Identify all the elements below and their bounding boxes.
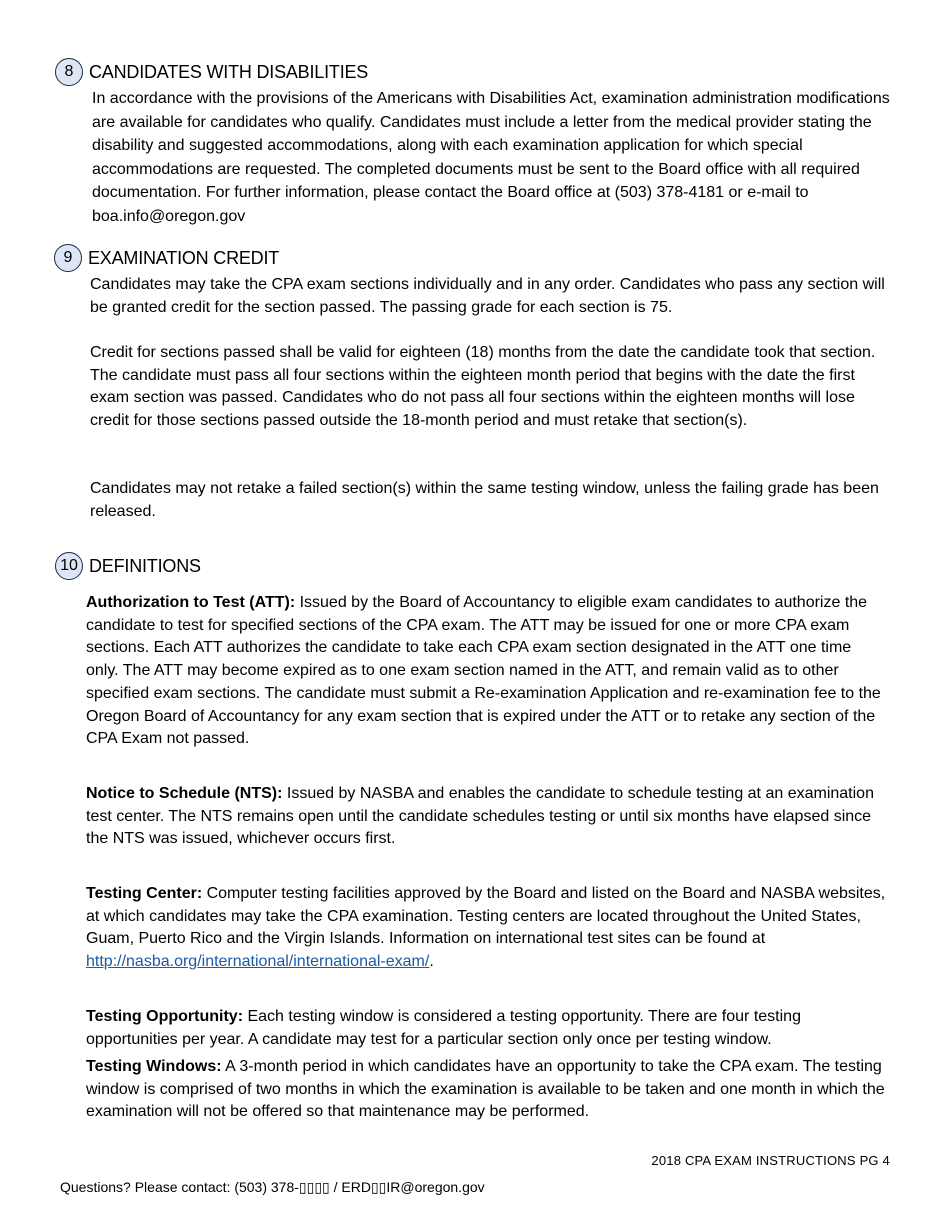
section-number-badge: 9 xyxy=(54,244,82,272)
section-10-header xyxy=(55,552,201,580)
section-8-header xyxy=(55,58,368,86)
definition-term: Authorization to Test (ATT): xyxy=(86,594,296,611)
definition-text: Computer testing facilities approved by the Board and listed on the Board and NASBA websites, at which candidates may take the CPA examination. Testing centers are located throughout the United States, Guam, Puerto Rico and the Virgin Islands. Information on international test sites can be found at xyxy=(86,885,886,948)
contact-footer: Questions? Please contact: (503) 378-▯▯▯▯ / ERD▯▯IR@oregon.gov xyxy=(60,1179,485,1195)
definition-term: Testing Windows: xyxy=(86,1058,222,1075)
section-number-badge: 8 xyxy=(55,58,83,86)
section-9-header xyxy=(54,244,279,272)
definition-term: Notice to Schedule (NTS): xyxy=(86,785,283,802)
definition-text: Issued by NASBA and enables the candidate to schedule testing at an examination test center. The NTS remains open until the candidate schedules testing or until six months have elapsed since the NTS was issued, whichever occurs first. xyxy=(86,785,874,848)
definition-term: Testing Center: xyxy=(86,885,203,902)
definition-text: A 3-month period in which candidates have an opportunity to take the CPA exam. The testing window is comprised of two months in which the examination is available to be taken and one month in which the examination will not be offered so that maintenance may be performed. xyxy=(86,1058,885,1121)
definition-testing-opportunity xyxy=(86,1006,886,1051)
definition-att xyxy=(86,592,886,751)
definition-text: Each testing window is considered a testing opportunity. There are four testing opportunities per year. A candidate may test for a particular section only once per testing window. xyxy=(86,1008,801,1048)
definition-testing-windows xyxy=(86,1056,886,1124)
section-title: EXAMINATION CREDIT xyxy=(88,247,280,268)
definition-text: Issued by the Board of Accountancy to eligible exam candidates to authorize the candidate to test for specified sections of the CPA exam. The ATT may be issued for one or more CPA exam sections. Each ATT authorizes the candidate to take each CPA exam section designated in the ATT one time only. The ATT may become expired as to one exam section named in the ATT, and remain valid as to other specified exam sections. The candidate must submit a Re-examination Application and re-examination fee to the Oregon Board of Accountancy for any exam section that is expired under the ATT or to retake any section of the CPA Exam not passed. xyxy=(86,594,881,748)
section-title: CANDIDATES WITH DISABILITIES xyxy=(89,61,369,82)
credit-paragraph-3 xyxy=(90,478,880,523)
credit-text-2: Credit for sections passed shall be valid for eighteen (18) months from the date the candidate took that section. The candidate must pass all four sections within the eighteen month period that begins with the date the first exam section was passed. Candidates who do not pass all four sections within the eighteen months will lose credit for those sections passed outside the 18-month period and must retake that section(s). xyxy=(90,344,876,430)
disabilities-paragraph xyxy=(92,87,897,228)
definition-text-end: . xyxy=(429,953,434,971)
international-exam-link[interactable]: http://nasba.org/international/international-exam/ xyxy=(86,953,430,971)
definition-term: Testing Opportunity: xyxy=(86,1008,244,1025)
credit-paragraph-2 xyxy=(90,342,890,433)
disabilities-text: In accordance with the provisions of the Americans with Disabilities Act, examination administration modifications are available for candidates who qualify. Candidates must include a letter from the medical provider stating the disability and suggested accommodations, along with each examination application for which special accommodations are requested. The completed documents must be sent to the Board office with all required documentation. For further information, please contact the Board office at (503) 378-4181 or e-mail to boa.info@oregon.gov xyxy=(92,90,890,225)
credit-text-3: Candidates may not retake a failed section(s) within the same testing window, unless the failing grade has been released. xyxy=(90,480,879,520)
credit-paragraph-1 xyxy=(90,274,890,319)
page-number-label: 2018 CPA EXAM INSTRUCTIONS PG 4 xyxy=(651,1153,890,1168)
definition-nts xyxy=(86,783,886,851)
section-title: DEFINITIONS xyxy=(89,555,201,576)
definition-testing-center xyxy=(86,883,886,974)
credit-text-1: Candidates may take the CPA exam sections individually and in any order. Candidates who pass any section will be granted credit for the section passed. The passing grade for each section is 75. xyxy=(90,276,885,316)
section-number-badge: 10 xyxy=(55,552,83,580)
